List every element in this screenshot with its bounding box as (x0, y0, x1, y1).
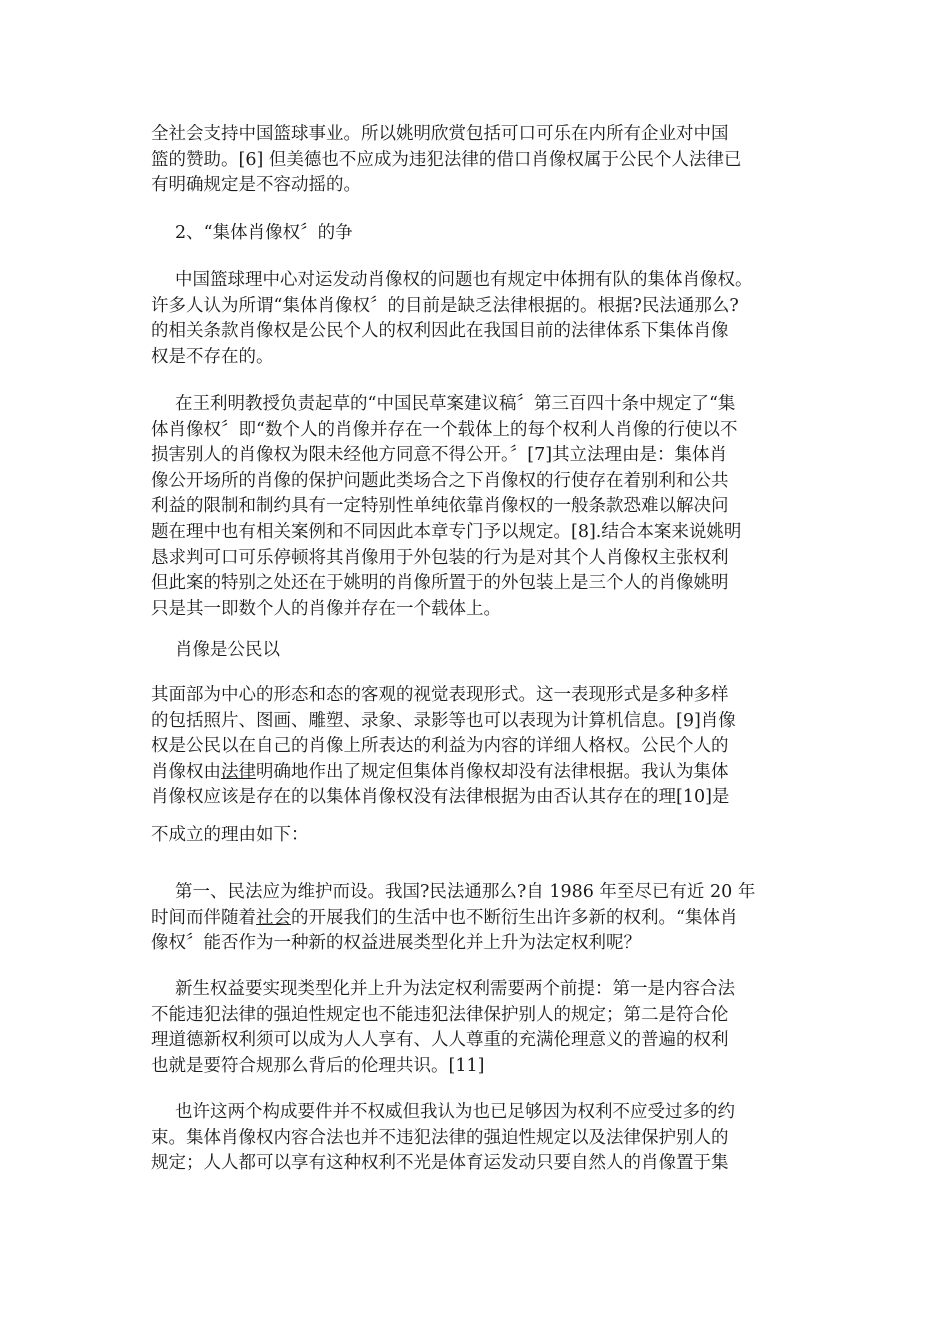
text-line: 在王利明教授负责起草的“中国民草案建议稿〞第三百四十条中规定了“集 (175, 394, 736, 414)
text-line: 不成立的理由如下： (151, 825, 309, 845)
heading-text: 2、“集体肖像权〞的争 (175, 223, 353, 243)
text-line: 题在理中也有相关案例和不同因此本章专门予以规定。[8].结合本案来说姚明 (151, 521, 742, 542)
text-line: 像公开场所的肖像的保护问题此类场合之下肖像权的行使存在着别利和公共 (151, 470, 729, 491)
text-line: 肖像是公民以 (175, 640, 280, 660)
section-heading (151, 221, 811, 247)
paragraph-5 (151, 638, 811, 664)
text-line: 不能违犯法律的强迫性规定也不能违犯法律保护别人的规定；第二是符合伦 (151, 1004, 729, 1025)
text-segment: 肖像权由 (151, 761, 221, 782)
text-line: 只是其一即数个人的肖像并存在一个载体上。 (151, 598, 501, 619)
paragraph-3 (151, 268, 811, 370)
text-line: 但此案的特别之处还在于姚明的肖像所置于的外包装上是三个人的肖像姚明 (151, 573, 729, 594)
text-line: 有明确规定是不容动摇的。 (151, 175, 361, 196)
text-segment: 明确地作出了规定但集体肖像权却没有法律根据。我认为集体 (256, 761, 729, 782)
text-line: 的包括照片、图画、雕塑、录象、录影等也可以表现为计算机信息。[9]肖像 (151, 710, 736, 731)
text-line: 像权〞能否作为一种新的权益进展类型化并上升为法定权利呢？ (151, 933, 641, 954)
text-line: 肖像权应该是存在的以集体肖像权没有法律根据为由否认其存在的理[10]是 (151, 787, 730, 808)
society-link[interactable]: 社会 (256, 907, 291, 928)
text-line: 许多人认为所谓“集体肖像权〞的目前是缺乏法律根据的。根据?民法通那么? (151, 295, 739, 316)
paragraph-8 (151, 880, 811, 957)
paragraph-1 (151, 122, 811, 199)
text-line: 其面部为中心的形态和态的客观的视觉表现形式。这一表现形式是多种多样 (151, 685, 729, 705)
text-line: 权是不存在的。 (151, 346, 274, 367)
law-link[interactable]: 法律 (221, 761, 256, 782)
text-segment: 时间而伴随着 (151, 907, 256, 928)
text-line: 第一、民法应为维护而设。我国?民法通那么?自 1986 年至尽已有近 20 年 (175, 882, 756, 902)
text-line: 篮的赞助。[6] 但美德也不应成为违犯法律的借口肖像权属于公民个人法律已 (151, 149, 742, 170)
text-line: 恳求判可口可乐停顿将其肖像用于外包装的行为是对其个人肖像权主张权利 (151, 547, 729, 568)
text-line: 束。集体肖像权内容合法也并不违犯法律的强迫性规定以及法律保护别人的 (151, 1127, 729, 1148)
text-line: 理道德新权利须可以成为人人享有、人人尊重的充满伦理意义的普遍的权利 (151, 1030, 729, 1051)
text-line: 全社会支持中国篮球事业。所以姚明欣赏包括可口可乐在内所有企业对中国 (151, 124, 729, 144)
text-line: 中国篮球理中心对运发动肖像权的问题也有规定中体拥有队的集体肖像权。 (175, 270, 753, 290)
paragraph-10 (151, 1100, 811, 1177)
text-line: 新生权益要实现类型化并上升为法定权利需要两个前提：第一是内容合法 (175, 979, 735, 999)
text-line (151, 760, 811, 786)
text-line: 体肖像权〞即“数个人的肖像并存在一个载体上的每个权利人肖像的行使以不 (151, 419, 738, 440)
text-line: 权是公民以在自己的肖像上所表达的利益为内容的详细人格权。公民个人的 (151, 736, 729, 757)
text-line: 利益的限制和制约具有一定特别性单纯依靠肖像权的一般条款恐难以解决问 (151, 496, 729, 517)
paragraph-4 (151, 392, 811, 622)
text-line: 也许这两个构成要件并不权威但我认为也已足够因为权利不应受过多的约 (175, 1102, 735, 1122)
text-line: 损害别人的肖像权为限未经他方同意不得公开。〞[7]其立法理由是：集体肖 (151, 445, 728, 466)
text-segment: 的开展我们的生活中也不断衍生出许多新的权利。“集体肖 (291, 907, 738, 928)
paragraph-9 (151, 977, 811, 1079)
text-line: 规定；人人都可以享有这种权利不光是体育运发动只要自然人的肖像置于集 (151, 1153, 729, 1174)
text-line: 的相关条款肖像权是公民个人的权利因此在我国目前的法律体系下集体肖像 (151, 321, 729, 342)
paragraph-7 (151, 823, 811, 849)
paragraph-6 (151, 683, 811, 811)
text-line (151, 906, 811, 932)
text-line: 也就是要符合规那么背后的伦理共识。[11] (151, 1055, 485, 1076)
